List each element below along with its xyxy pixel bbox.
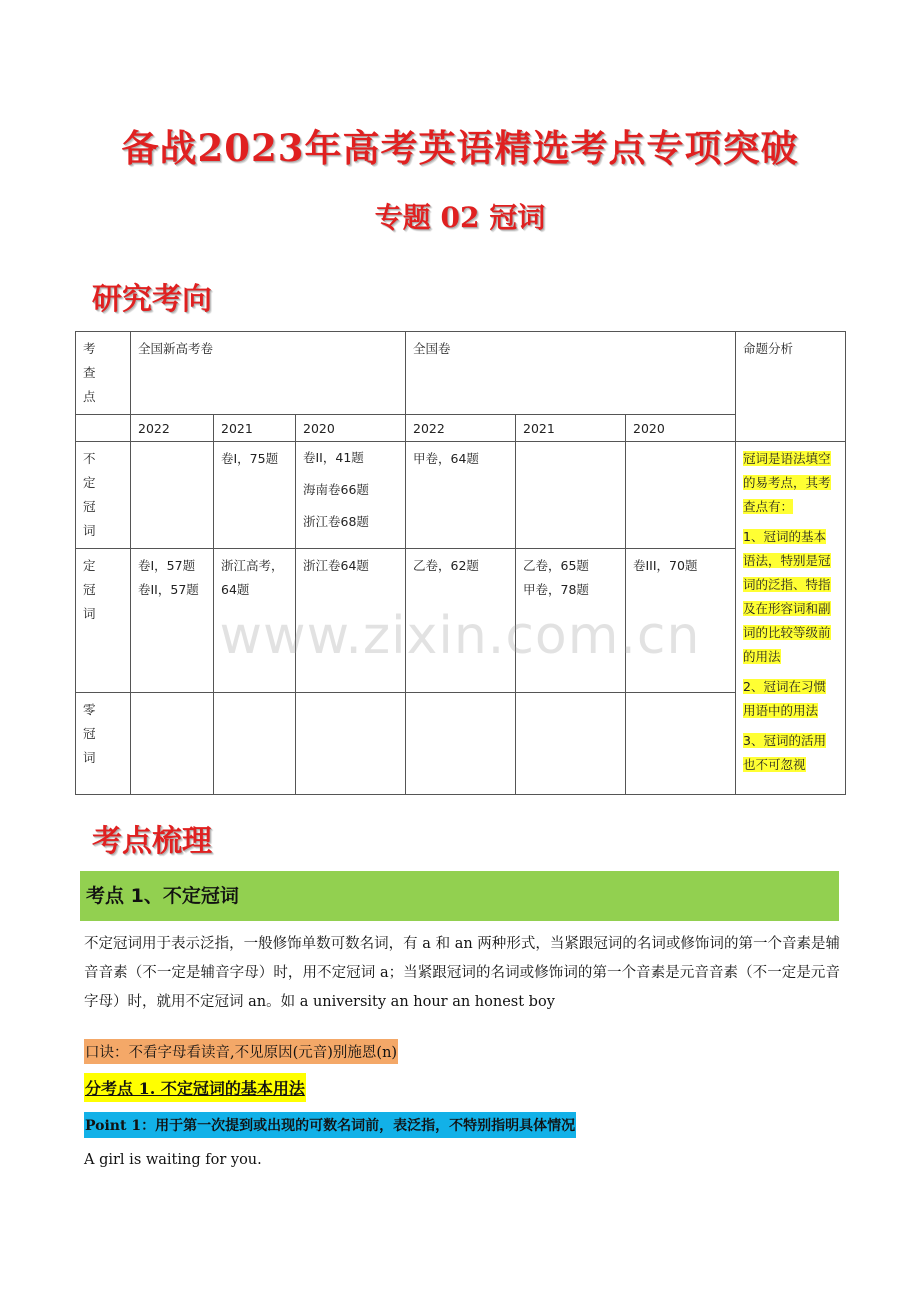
year-header: 2021 [214,415,296,442]
table-cell [296,693,406,795]
kaodian-1-heading: 考点 1、不定冠词 [80,871,839,921]
table-row [76,442,846,549]
document-title: 备战2023年高考英语精选考点专项突破 [121,126,799,170]
cell-line: 甲卷，78题 [523,582,589,597]
cell-line: 乙卷，62题 [413,558,479,573]
table-cell [406,442,516,549]
cell-line: 卷I，57题 [138,558,196,573]
header-analysis: 命题分析 [736,332,846,442]
cell-line: 卷II，41题 [303,450,364,465]
header-new-gaokao: 全国新高考卷 [131,332,406,415]
year-header: 2022 [406,415,516,442]
table-cell [214,442,296,549]
analysis-cell [736,442,846,795]
table-cell [516,693,626,795]
year-header: 2021 [516,415,626,442]
table-cell [296,442,406,549]
table-cell [516,549,626,693]
header-kaodian: 考 查 点 [76,332,131,415]
analysis-line: 2、冠词在习惯用语中的用法 [743,679,826,718]
table-cell [516,442,626,549]
document-subtitle: 专题 02 冠词 [374,201,546,234]
cell-line: 浙江卷64题 [303,558,369,573]
header-quanguo: 全国卷 [406,332,736,415]
table-cell [626,549,736,693]
table-cell [406,693,516,795]
analysis-line: 1、冠词的基本语法，特别是冠词的泛指、特指及在形容词和副词的比较等级前的用法 [743,529,831,664]
analysis-line: 冠词是语法填空的易考点，其考查点有： [743,451,831,514]
example-sentence: A girl is waiting for you. [84,1152,262,1168]
section-heading-points: 考点梳理 [92,824,212,859]
table-cell [214,549,296,693]
table-cell [626,442,736,549]
kaodian-1-paragraph: 不定冠词用于表示泛指，一般修饰单数可数名词，有 a 和 an 两种形式，当紧跟冠词的名词或修饰词的第一个音素是辅音音素（不一定是辅音字母）时，用不定冠词 a；当紧跟冠词的名词或修饰词的第一个音素是元音音素（不一定是元音字母）时，就用不定冠词 an。如 a university an hour an honest boy [84,936,840,1010]
cell-line: 甲卷，64题 [413,451,479,466]
section-heading-research: 研究考向 [92,282,212,317]
row-label: 零冠词 [76,693,131,795]
row-label: 定冠词 [76,549,131,693]
cell-line: 卷III，70题 [633,558,698,573]
point-1-heading: Point 1：用于第一次提到或出现的可数名词前，表泛指，不特别指明具体情况 [84,1112,576,1138]
cell-line: 卷II，57题 [138,582,199,597]
table-cell [214,693,296,795]
cell-line: 浙江卷68题 [303,514,369,529]
table-row [76,549,846,693]
header-empty-cell [76,415,131,442]
year-header: 2020 [296,415,406,442]
table-cell [626,693,736,795]
mnemonic-line: 口诀：不看字母看读音,不见原因(元音)别施恩(n) [84,1039,398,1064]
cell-line: 卷I，75题 [221,451,279,466]
cell-line: 64题 [221,582,250,597]
watermark: www.zixin.com.cn [219,606,701,666]
exam-analysis-table [75,331,846,795]
analysis-line: 3、冠词的活用也不可忽视 [743,733,826,772]
cell-line: 乙卷，65题 [523,558,589,573]
table-cell [406,549,516,693]
table-cell [131,693,214,795]
table-cell [131,442,214,549]
year-header: 2020 [626,415,736,442]
sub-point-heading: 分考点 1. 不定冠词的基本用法 [84,1073,306,1102]
cell-line: 浙江高考， [221,558,284,573]
table-cell [131,549,214,693]
cell-line: 海南卷66题 [303,482,369,497]
row-label: 不定冠词 [76,442,131,549]
table-cell [296,549,406,693]
table-row [76,693,846,795]
year-header: 2022 [131,415,214,442]
